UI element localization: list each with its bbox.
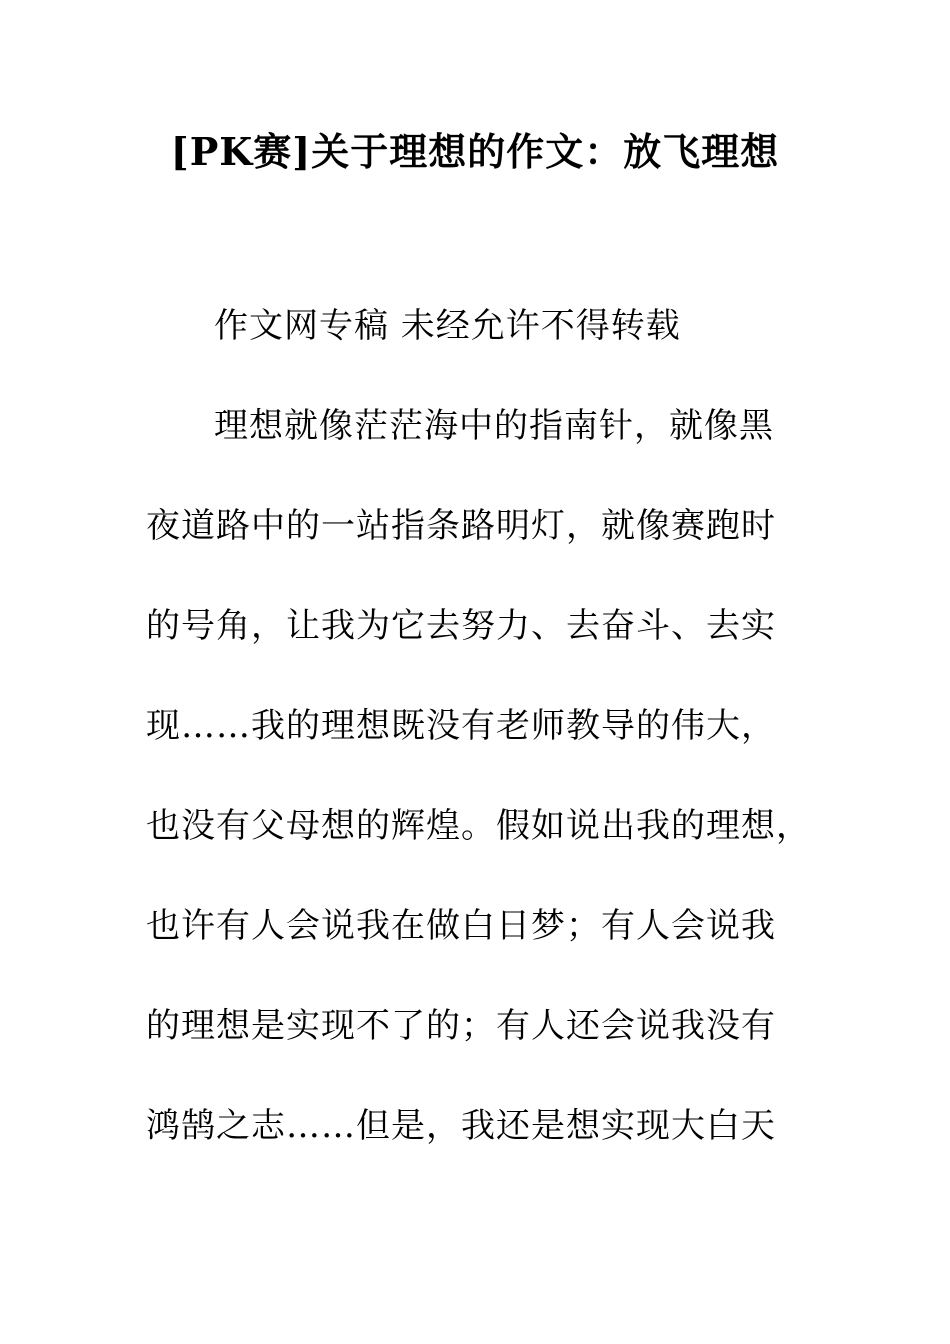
paragraph-line: 的理想是实现不了的；有人还会说我没有 <box>146 1006 776 1046</box>
paragraph-line: 也许有人会说我在做白日梦；有人会说我 <box>146 906 776 946</box>
copyright-notice: 作文网专稿 未经允许不得转载 <box>214 306 681 346</box>
paragraph-line: 夜道路中的一站指条路明灯，就像赛跑时 <box>146 506 776 546</box>
paragraph-line: 理想就像茫茫海中的指南针，就像黑 <box>214 406 774 446</box>
paragraph-line: 鸿鹄之志……但是，我还是想实现大白天 <box>146 1106 776 1146</box>
paragraph-line: 现……我的理想既没有老师教导的伟大， <box>146 706 776 746</box>
document-title: [PK赛]关于理想的作文：放飞理想 <box>170 129 780 174</box>
paragraph-line: 也没有父母想的辉煌。假如说出我的理想， <box>146 806 811 846</box>
paragraph-line: 的号角，让我为它去努力、去奋斗、去实 <box>146 606 776 646</box>
